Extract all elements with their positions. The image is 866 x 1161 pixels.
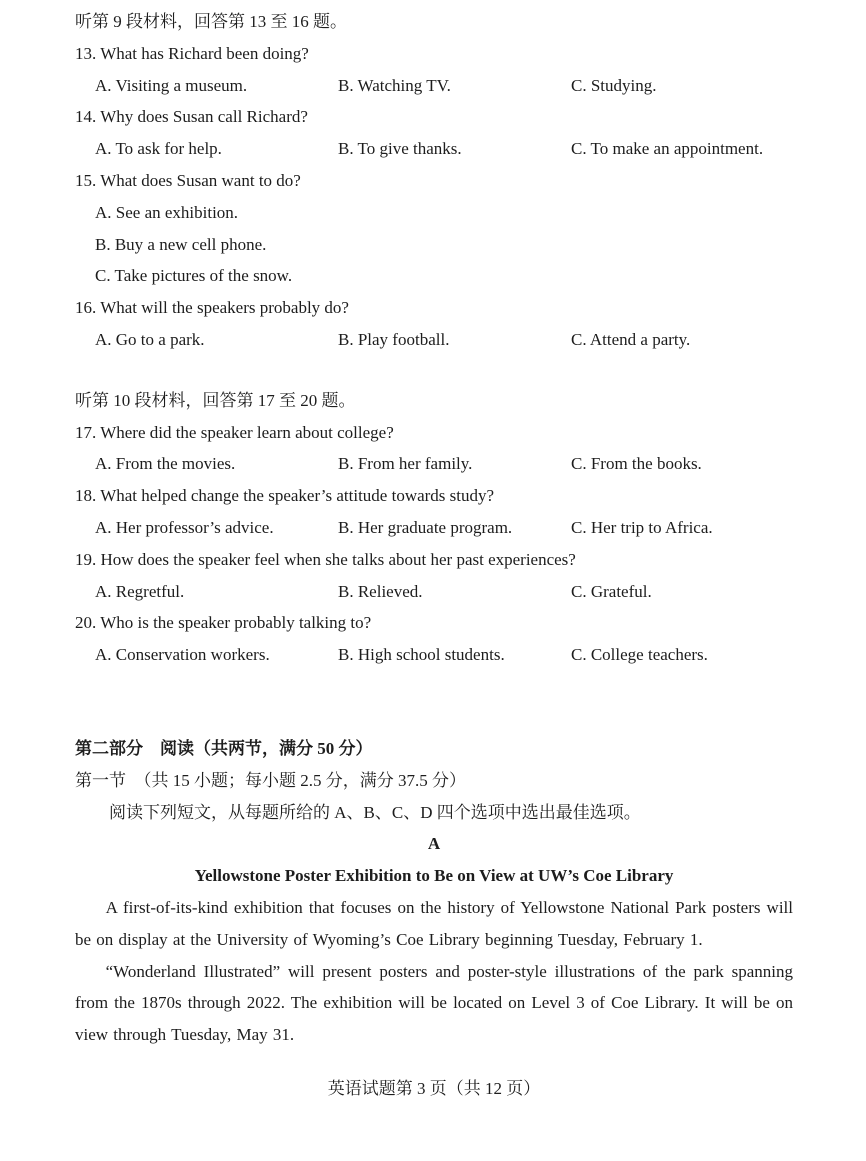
option-a: A. Conservation workers.: [95, 645, 270, 665]
question-text: 20. Who is the speaker probably talking to?: [75, 613, 372, 633]
question-options: [75, 448, 793, 480]
option-a: A. See an exhibition.: [95, 202, 239, 222]
option-a: A. Visiting a museum.: [95, 75, 248, 95]
question-options: [75, 133, 793, 165]
option-c: C. College teachers.: [571, 645, 708, 665]
question-15: [75, 165, 793, 292]
option-a: A. Regretful.: [95, 581, 185, 601]
passage-title: Yellowstone Poster Exhibition to Be on View at UW’s Coe Library: [194, 866, 674, 886]
question-20: [75, 607, 793, 671]
listening-group9-header: 听第 9 段材料，回答第 13 至 16 题。: [75, 12, 347, 31]
option-b: B. High school students.: [338, 645, 505, 665]
question-options: [75, 512, 793, 544]
page-content: [75, 6, 793, 1105]
option-c: C. To make an appointment.: [571, 139, 764, 159]
question-text: 14. Why does Susan call Richard?: [75, 107, 308, 127]
option-b: B. To give thanks.: [338, 139, 462, 159]
passage-label: A: [427, 834, 441, 854]
option-c: C. Take pictures of the snow.: [95, 266, 293, 286]
listening-group10-header: 听第 10 段材料，回答第 17 至 20 题。: [75, 390, 356, 410]
question-options: [75, 197, 793, 292]
question-options: [75, 324, 793, 356]
option-b: B. Watching TV.: [338, 75, 451, 95]
option-a: A. Her professor’s advice.: [95, 517, 274, 537]
option-a: A. To ask for help.: [95, 139, 222, 159]
option-c: C. Grateful.: [571, 581, 652, 601]
question-18: [75, 480, 793, 544]
question-text: 18. What helped change the speaker’s attitude towards study?: [75, 486, 495, 506]
question-13: [75, 38, 793, 102]
question-options: [75, 639, 793, 671]
question-text: 15. What does Susan want to do?: [75, 170, 301, 190]
question-14: [75, 101, 793, 165]
passage-paragraph: “Wonderland Illustrated” will present posters and poster-style illustrations of the park spanning from the 1870s through 2022. The exhibition will be located on Level 3 of Coe Library. It will be on view through Tuesday, May 31.: [75, 961, 793, 1045]
question-options: [75, 576, 793, 608]
page-footer: 英语试题第 3 页（共 12 页）: [327, 1078, 541, 1098]
spacer: [75, 356, 793, 385]
option-b: B. Her graduate program.: [338, 517, 513, 537]
option-c: C. Studying.: [571, 75, 657, 95]
option-c: C. From the books.: [571, 454, 702, 474]
spacer: [75, 671, 793, 733]
option-c: C. Attend a party.: [571, 329, 691, 349]
option-c: C. Her trip to Africa.: [571, 517, 713, 537]
passage-paragraph: A first-of-its-kind exhibition that focuses on the history of Yellowstone National Park posters will be on display at the University of Wyoming’s Coe Library beginning Tuesday, February 1.: [75, 897, 793, 949]
reading-section-header: 第一节 （共 15 小题；每小题 2.5 分，满分 37.5 分）: [75, 770, 466, 790]
option-b: B. Buy a new cell phone.: [95, 234, 267, 254]
reading-instructions: 阅读下列短文，从每题所给的 A、B、C、D 四个选项中选出最佳选项。: [109, 802, 641, 822]
option-a: A. Go to a park.: [95, 329, 205, 349]
question-text: 17. Where did the speaker learn about college?: [75, 422, 394, 442]
question-text: 16. What will the speakers probably do?: [75, 298, 349, 318]
question-text: 13. What has Richard been doing?: [75, 43, 309, 63]
reading-part-header: 第二部分 阅读（共两节，满分 50 分）: [75, 738, 373, 758]
question-19: [75, 544, 793, 608]
question-17: [75, 417, 793, 481]
option-b: B. Play football.: [338, 329, 450, 349]
question-16: [75, 292, 793, 356]
option-a: A. From the movies.: [95, 454, 236, 474]
option-b: B. From her family.: [338, 454, 473, 474]
option-b: B. Relieved.: [338, 581, 423, 601]
question-text: 19. How does the speaker feel when she talks about her past experiences?: [75, 549, 576, 569]
question-options: [75, 70, 793, 102]
